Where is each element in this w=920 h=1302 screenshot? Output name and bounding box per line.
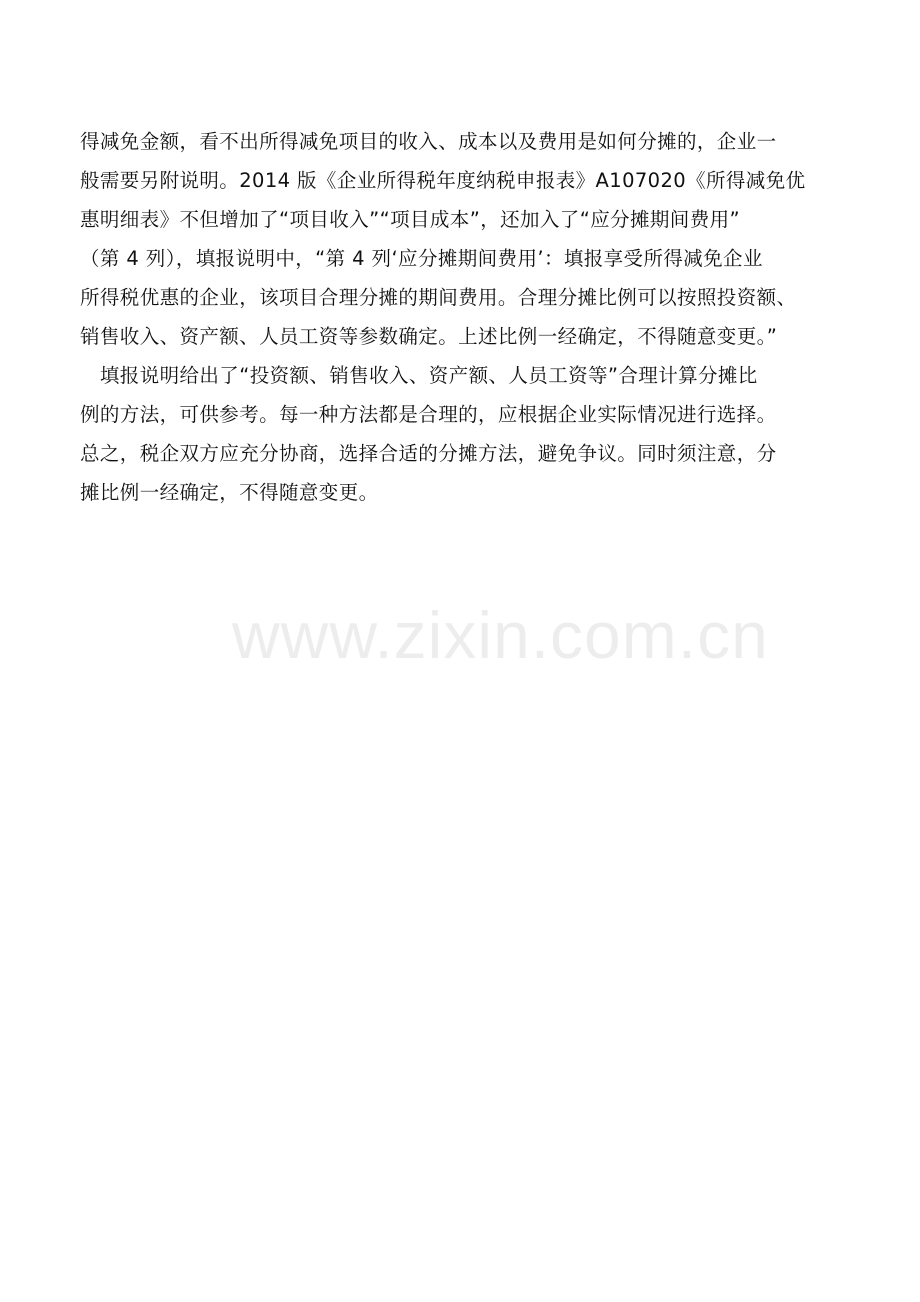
- watermark: www.zixin.com.cn: [232, 598, 769, 672]
- text-line: 填报说明给出了“投资额、销售收入、资产额、人员工资等”合理计算分摊比: [80, 364, 758, 387]
- body-text: [80, 122, 845, 512]
- text-line: 惠明细表》不但增加了“项目收入”“项目成本”，还加入了“应分摊期间费用”: [80, 208, 741, 231]
- text-line: 摊比例一经确定，不得随意变更。: [80, 481, 379, 504]
- text-line: 例的方法，可供参考。每一种方法都是合理的，应根据企业实际情况进行选择。: [80, 403, 777, 426]
- text-line: 般需要另附说明。2014 版《企业所得税年度纳税申报表》A107020《所得减免优: [80, 169, 806, 192]
- text-line: 总之，税企双方应充分协商，选择合适的分摊方法，避免争议。同时须注意，分: [80, 442, 777, 465]
- text-line: （第 4 列），填报说明中，“第 4 列‘应分摊期间费用’：填报享受所得减免企业: [80, 247, 763, 270]
- text-line: 销售收入、资产额、人员工资等参数确定。上述比例一经确定，不得随意变更。”: [80, 325, 778, 348]
- text-line: 所得税优惠的企业，该项目合理分摊的期间费用。合理分摊比例可以按照投资额、: [80, 286, 797, 309]
- text-line: 得减免金额，看不出所得减免项目的收入、成本以及费用是如何分摊的，企业一: [80, 130, 777, 153]
